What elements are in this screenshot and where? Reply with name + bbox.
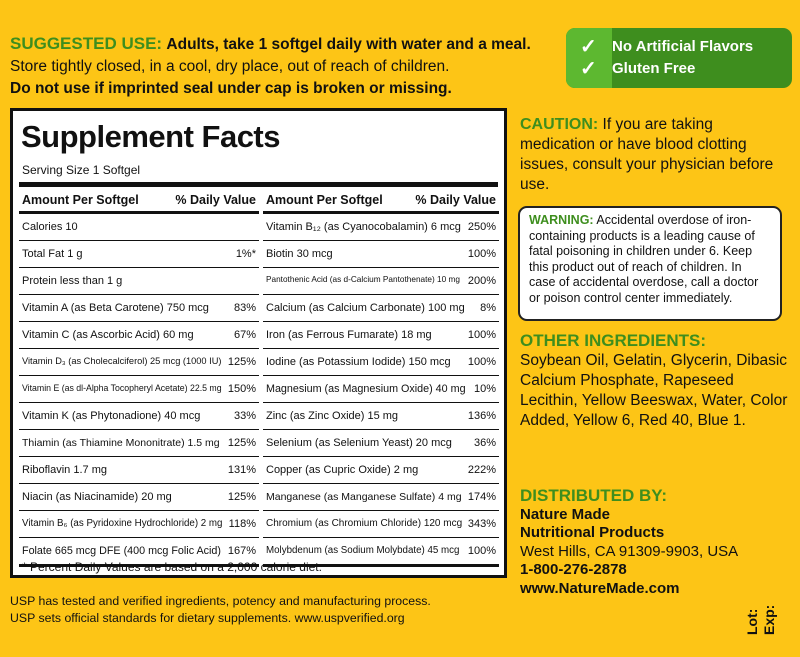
nutrient-daily-value: 33% bbox=[233, 410, 256, 422]
lot-exp-block bbox=[744, 605, 778, 635]
company-name: Nature Made bbox=[520, 505, 611, 523]
nutrient-daily-value: 125% bbox=[227, 356, 256, 368]
nutrient-daily-value: 118% bbox=[228, 518, 256, 530]
nutrient-name: Vitamin B₁₂ (as Cyanocobalamin) 6 mcg bbox=[266, 221, 461, 233]
nutrient-name: Niacin (as Niacinamide) 20 mg bbox=[22, 491, 172, 503]
column-header bbox=[263, 189, 499, 214]
nutrient-name: Vitamin A (as Beta Carotene) 750 mcg bbox=[22, 302, 209, 314]
nutrient-daily-value: 131% bbox=[227, 464, 256, 476]
company-address: West Hills, CA 91309-9903, USA bbox=[520, 542, 739, 560]
nutrient-row bbox=[19, 214, 259, 241]
nutrient-daily-value: 125% bbox=[227, 437, 256, 449]
nutrient-row bbox=[19, 349, 259, 376]
nutrient-daily-value: 36% bbox=[473, 437, 496, 449]
check-icon: ✓ bbox=[580, 36, 597, 58]
other-ingredients-text: Soybean Oil, Gelatin, Glycerin, Dibasic Calcium Phosphate, Rapeseed Lecithin, Yellow Beeswax, Water, Color Added, Yellow 6, Red 40, Blue 1. bbox=[520, 352, 788, 429]
nutrient-daily-value: 250% bbox=[467, 221, 496, 233]
nutrient-name: Calcium (as Calcium Carbonate) 100 mg bbox=[266, 302, 465, 314]
nutrient-name: Magnesium (as Magnesium Oxide) 40 mg bbox=[266, 383, 466, 395]
caution-section bbox=[520, 115, 790, 195]
free-from-badge bbox=[566, 28, 792, 88]
facts-title: Supplement Facts bbox=[21, 119, 280, 154]
warning-heading: WARNING: bbox=[529, 213, 594, 227]
nutrient-daily-value: 136% bbox=[467, 410, 496, 422]
phone-number: 1-800-276-2878 bbox=[520, 561, 627, 578]
nutrient-row bbox=[19, 241, 259, 268]
facts-column-left bbox=[19, 189, 259, 567]
suggested-use bbox=[10, 33, 555, 100]
nutrient-name: Biotin 30 mcg bbox=[266, 248, 333, 260]
serving-size: Serving Size 1 Softgel bbox=[22, 163, 141, 177]
nutrient-name: Vitamin D₃ (as Cholecalciferol) 25 mcg (1000 IU) bbox=[22, 356, 222, 366]
seal-warning: Do not use if imprinted seal under cap is broken or missing. bbox=[10, 80, 452, 97]
caution-heading: CAUTION: bbox=[520, 116, 599, 133]
nutrient-row bbox=[263, 241, 499, 268]
nutrient-row bbox=[19, 295, 259, 322]
suggested-use-directions: Adults, take 1 softgel daily with water and a meal. bbox=[166, 36, 531, 53]
facts-column-right bbox=[263, 189, 499, 567]
nutrient-row bbox=[263, 268, 499, 295]
nutrient-row bbox=[19, 457, 259, 484]
amount-header: Amount Per Softgel bbox=[22, 193, 139, 207]
nutrient-row bbox=[263, 457, 499, 484]
nutrient-row bbox=[263, 349, 499, 376]
nutrient-name: Chromium (as Chromium Chloride) 120 mcg bbox=[266, 518, 463, 529]
nutrient-row bbox=[263, 403, 499, 430]
nutrient-row bbox=[19, 430, 259, 457]
storage-instructions: Store tightly closed, in a cool, dry place, out of reach of children. bbox=[10, 58, 450, 75]
nutrient-name: Iron (as Ferrous Fumarate) 18 mg bbox=[266, 329, 432, 341]
nutrient-row bbox=[19, 268, 259, 295]
nutrient-name: Vitamin E (as dl-Alpha Tocopheryl Acetate) 22.5 mg bbox=[22, 383, 222, 393]
nutrient-daily-value: 100% bbox=[467, 329, 496, 341]
other-ingredients-heading: OTHER INGREDIENTS: bbox=[520, 331, 707, 350]
nutrient-daily-value: 10% bbox=[473, 383, 496, 395]
nutrient-row bbox=[263, 322, 499, 349]
check-icon: ✓ bbox=[580, 58, 597, 80]
badge-item bbox=[566, 58, 792, 80]
amount-header: Amount Per Softgel bbox=[266, 193, 383, 207]
nutrient-name: Manganese (as Manganese Sulfate) 4 mg bbox=[266, 491, 462, 503]
divider bbox=[19, 182, 498, 187]
website-link[interactable]: www.NatureMade.com bbox=[520, 579, 680, 597]
nutrient-row bbox=[19, 403, 259, 430]
nutrient-row bbox=[19, 322, 259, 349]
exp-label: Exp: bbox=[761, 604, 777, 635]
nutrient-daily-value: 174% bbox=[467, 491, 496, 503]
nutrient-name: Zinc (as Zinc Oxide) 15 mg bbox=[266, 410, 399, 422]
usp-statement bbox=[10, 593, 431, 627]
nutrient-row bbox=[263, 511, 499, 538]
nutrient-daily-value: 100% bbox=[467, 545, 496, 557]
badge-item bbox=[566, 36, 792, 58]
company-name: Nutritional Products bbox=[520, 524, 665, 541]
nutrient-daily-value: 100% bbox=[467, 248, 496, 260]
nutrient-row bbox=[263, 295, 499, 322]
column-header bbox=[19, 189, 259, 214]
nutrient-daily-value: 67% bbox=[233, 329, 256, 341]
nutrient-daily-value: 100% bbox=[467, 356, 496, 368]
nutrient-name: Vitamin C (as Ascorbic Acid) 60 mg bbox=[22, 329, 194, 341]
nutrient-name: Molybdenum (as Sodium Molybdate) 45 mcg bbox=[266, 545, 460, 556]
nutrient-name: Copper (as Cupric Oxide) 2 mg bbox=[266, 464, 419, 476]
daily-value-footnote: * Percent Daily Values are based on a 2,000 calorie diet. bbox=[22, 560, 322, 574]
usp-line: USP sets official standards for dietary supplements. www.uspverified.org bbox=[10, 611, 405, 625]
nutrient-row bbox=[19, 484, 259, 511]
nutrient-name: Folate 665 mcg DFE (400 mcg Folic Acid) bbox=[22, 545, 221, 557]
daily-value-header: % Daily Value bbox=[175, 193, 256, 207]
nutrient-name: Pantothenic Acid (as d-Calcium Pantothenate) 10 mg bbox=[266, 275, 460, 284]
warning-box bbox=[518, 206, 782, 321]
nutrient-daily-value: 167% bbox=[227, 545, 256, 557]
nutrient-name: Total Fat 1 g bbox=[22, 248, 83, 260]
nutrient-row bbox=[263, 484, 499, 511]
badge-item-label: Gluten Free bbox=[612, 60, 696, 77]
nutrient-rows-left bbox=[19, 214, 259, 567]
supplement-facts-panel bbox=[10, 108, 507, 578]
nutrient-rows-right bbox=[263, 214, 499, 567]
lot-label: Lot: bbox=[744, 608, 760, 635]
suggested-use-heading: SUGGESTED USE: bbox=[10, 34, 163, 53]
distributed-by bbox=[520, 487, 790, 598]
nutrient-daily-value: 83% bbox=[233, 302, 256, 314]
nutrient-daily-value: 200% bbox=[467, 275, 496, 287]
nutrient-row bbox=[19, 511, 259, 538]
nutrient-row bbox=[263, 430, 499, 457]
nutrient-daily-value: 1%* bbox=[235, 248, 256, 260]
nutrient-name: Vitamin B₆ (as Pyridoxine Hydrochloride) 2 mg bbox=[22, 518, 223, 529]
nutrient-name: Calories 10 bbox=[22, 221, 78, 233]
nutrient-daily-value: 150% bbox=[227, 383, 256, 395]
nutrient-daily-value: 8% bbox=[480, 302, 496, 314]
badge-item-label: No Artificial Flavors bbox=[612, 38, 754, 55]
usp-line: USP has tested and verified ingredients, potency and manufacturing process. bbox=[10, 594, 431, 608]
distributed-by-heading: DISTRIBUTED BY: bbox=[520, 486, 668, 505]
nutrient-daily-value: 125% bbox=[227, 491, 256, 503]
nutrient-name: Thiamin (as Thiamine Mononitrate) 1.5 mg bbox=[22, 437, 220, 449]
nutrient-name: Protein less than 1 g bbox=[22, 275, 123, 287]
nutrient-row bbox=[19, 376, 259, 403]
nutrient-name: Vitamin K (as Phytonadione) 40 mcg bbox=[22, 410, 201, 422]
nutrient-daily-value: 222% bbox=[467, 464, 496, 476]
nutrient-name: Iodine (as Potassium Iodide) 150 mcg bbox=[266, 356, 451, 368]
warning-text: Accidental overdose of iron-containing products is a leading cause of fatal poisoning in children under 6. Keep this product out of reach of children. In case of accidental overdose, call a doctor or poison control center immediately. bbox=[529, 213, 759, 305]
nutrient-row bbox=[263, 214, 499, 241]
daily-value-header: % Daily Value bbox=[415, 193, 496, 207]
caution-text: If you are taking medication or have blood clotting issues, consult your physician before use. bbox=[520, 116, 774, 193]
nutrient-name: Selenium (as Selenium Yeast) 20 mcg bbox=[266, 437, 452, 449]
nutrient-row bbox=[263, 376, 499, 403]
nutrient-name: Riboflavin 1.7 mg bbox=[22, 464, 107, 476]
nutrient-daily-value: 343% bbox=[467, 518, 496, 530]
other-ingredients bbox=[520, 331, 790, 431]
